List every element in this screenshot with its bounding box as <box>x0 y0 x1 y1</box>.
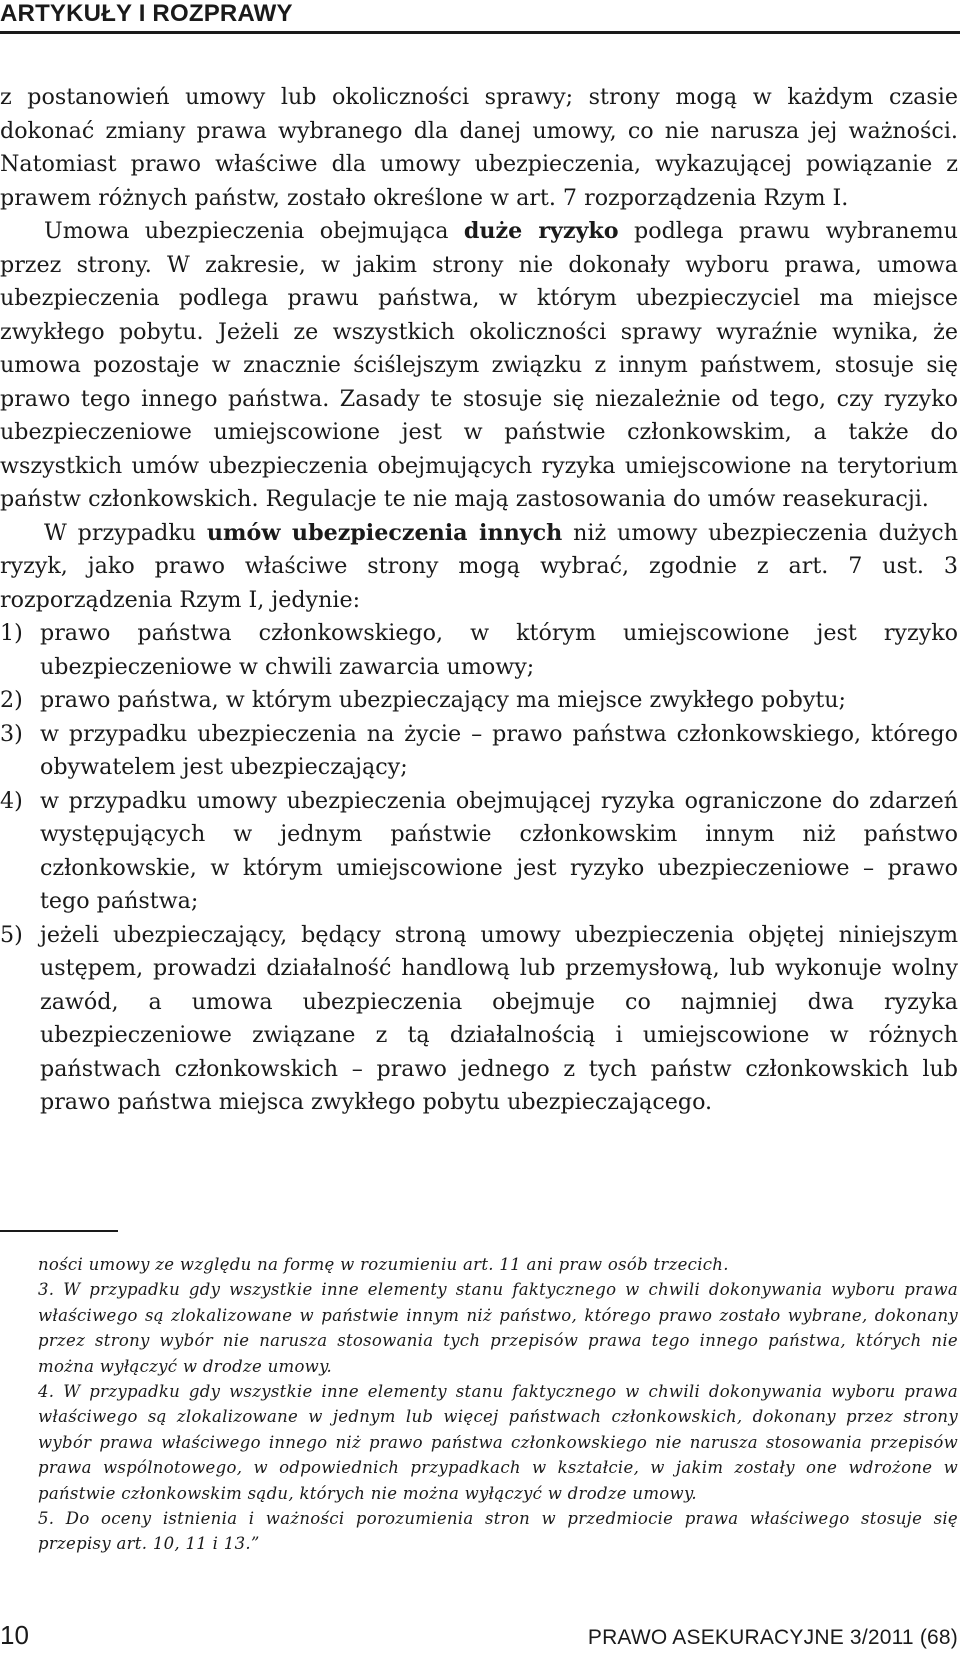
list-number: 4) <box>0 787 23 814</box>
section-title: ARTYKUŁY I ROZPRAWY <box>0 0 293 27</box>
paragraph-3-rest: niż umowy ubezpieczenia dużych ryzyk, jako prawo właściwe strony mogą wybrać, zgodnie z art. 7 ust. 3 rozporządzenia Rzym I, jedynie: <box>0 519 958 613</box>
list-text: w przypadku ubezpieczenia na życie – prawo państwa członkowskiego, którego obywatelem jest ubezpieczający; <box>40 720 958 780</box>
paragraph-2 <box>0 215 958 517</box>
list-number: 5) <box>0 921 23 948</box>
footnotes <box>38 1252 958 1557</box>
page-number: 10 <box>0 1620 29 1650</box>
paragraph-3-emphasis: umów ubezpieczenia innych <box>206 519 563 546</box>
journal-name: PRAWO ASEKURACYJNE 3/2011 (68) <box>587 1626 958 1649</box>
list-number: 1) <box>0 620 23 646</box>
list-number: 3) <box>0 720 23 747</box>
list-text: jeżeli ubezpieczający, będący stroną umowy ubezpieczenia objętej niniejszym ustępem, prowadzi działalność handlową lub przemysłową, lub wykonuje wolny zawód, a umowa ubezpieczenia obejmuje co najmniej dwa ryzyka ubezpieczeniowe związane z tą działalnością i umiejscowione w różnych państwach członkowskich – prawo jednego z tych państw członkowskich lub prawo państwa miejsca zwykłego pobytu ubezpieczającego. <box>40 921 958 1115</box>
footnote-5: 5. Do oceny istnienia i ważności porozumienia stron w przedmiocie prawa właściwego stosuje się przepisy art. 10, 11 i 13.” <box>38 1509 958 1554</box>
paragraph-1: z postanowień umowy lub okoliczności sprawy; strony mogą w każdym czasie dokonać zmiany prawa wybranego dla danej umowy, co nie narusza jej ważności. Natomiast prawo właściwe dla umowy ubezpieczenia, wykazującej powiązanie z prawem różnych państw, zostało określone w art. 7 rozporządzenia Rzym I. <box>0 84 958 211</box>
footnote-3: 3. W przypadku gdy wszystkie inne elementy stanu faktycznego w chwili dokonywania wyboru prawa właściwego są zlokalizowane w państwie innym niż państwo, którego prawo zostało wybrane, dokonany przez strony wybór nie narusza stosowania tych przepisów prawa tego innego państwa, których nie można wyłączyć w drodze umowy. <box>38 1280 958 1376</box>
list-text: prawo państwa członkowskiego, w którym umiejscowione jest ryzyko ubezpieczeniowe w chwili zawarcia umowy; <box>40 620 958 680</box>
footnote-continuation: ności umowy ze względu na formę w rozumieniu art. 11 ani praw osób trzecich. <box>38 1255 729 1274</box>
paragraph-3-lead: W przypadku <box>44 519 207 546</box>
list-number: 2) <box>0 687 23 713</box>
header-rule <box>0 31 960 34</box>
footnote-separator <box>0 1230 118 1232</box>
paragraph-2-rest: podlega prawu wybranemu przez strony. W zakresie, w jakim strony nie dokonały wyboru prawa, umowa ubezpieczenia podlega prawu państwa, w którym ubezpieczyciel ma miejsce zwykłego pobytu. Jeżeli ze wszystkich okoliczności sprawy wyraźnie wynika, że umowa pozostaje w znacznie ściślejszym związku z innym państwem, stosuje się prawo tego innego państwa. Zasady te stosuje się niezależnie od tego, czy ryzyko ubezpieczeniowe umiejscowione jest w państwie członkowskim, a także do wszystkich umów ubezpieczenia obejmujących ryzyka umiejscowione na terytorium państw członkowskich. Regulacje te nie mają zastosowania do umów reasekuracji. <box>0 218 958 512</box>
list-item <box>0 684 958 718</box>
footnote-4: 4. W przypadku gdy wszystkie inne elementy stanu faktycznego w chwili dokonywania wyboru prawa właściwego są zlokalizowane w jednym lub więcej państwach członkowskich, dokonany przez strony wybór prawa właściwego innego niż prawo państwa członkowskiego nie narusza stosowania przepisów prawa wspólnotowego, w odpowiednich przypadkach w kształcie, w jakim zostały one wdrożone w państwie członkowskim sądu, których nie można wyłączyć w drodze umowy. <box>38 1382 958 1503</box>
list-item <box>0 617 958 684</box>
list-item <box>0 785 958 919</box>
list-item <box>0 718 958 785</box>
list-item <box>0 919 958 1120</box>
list-text: w przypadku umowy ubezpieczenia obejmującej ryzyka ograniczone do zdarzeń występujących w jednym państwie członkowskim innym niż państwo członkowskie, w którym umiejscowione jest ryzyko ubezpieczeniowe – prawo tego państwa; <box>40 787 958 914</box>
paragraph-2-emphasis: duże ryzyko <box>463 218 619 244</box>
paragraph-3 <box>0 517 958 618</box>
list-text: prawo państwa, w którym ubezpieczający ma miejsce zwykłego pobytu; <box>40 687 847 713</box>
enumerated-list <box>0 617 958 1120</box>
article-body <box>0 81 958 1120</box>
paragraph-2-lead: Umowa ubezpieczenia obejmująca <box>44 218 464 244</box>
